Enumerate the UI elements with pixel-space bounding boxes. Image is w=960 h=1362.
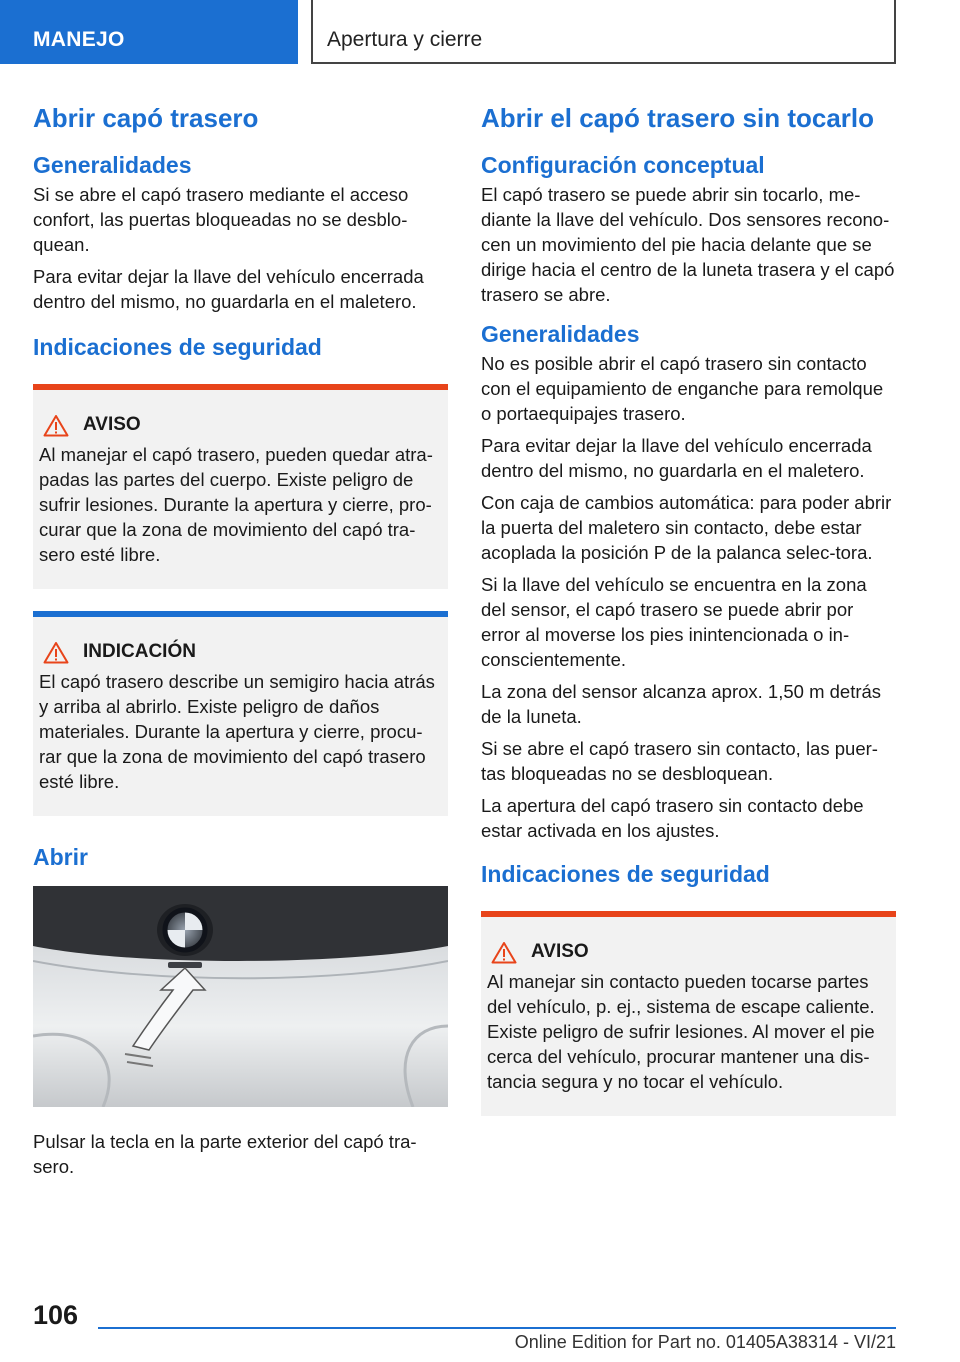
left-title: Abrir capó trasero: [33, 103, 259, 133]
right-title: Abrir el capó trasero sin tocarlo: [481, 103, 875, 133]
right-general-paragraph: Si la llave del vehículo se encuentra en la zona del sensor, el capó trasero se puede abrir por error al moverse los pies inintencionada o in-conscientemente.: [481, 574, 867, 670]
left-warning-text: Al manejar el capó trasero, pueden quedar atra-padas las partes del cuerpo. Existe peligro de sufrir lesiones. Durante la apertura y cierre, pro-curar que la zona de movimiento del capó tra-sero esté libre.: [39, 444, 433, 565]
left-general-heading: Generalidades: [33, 152, 192, 178]
left-general-paragraph-1: Si se abre el capó trasero mediante el acceso confort, las puertas bloqueadas no se desblo-quean.: [33, 184, 409, 255]
left-warning-label: AVISO: [83, 414, 141, 435]
left-safety-heading: Indicaciones de seguridad: [33, 334, 322, 360]
right-general-paragraph: Si se abre el capó trasero sin contacto, las puer-tas bloqueadas no se desbloquean.: [481, 738, 878, 784]
header-section-label: MANEJO: [33, 28, 125, 51]
right-warning-label: AVISO: [531, 941, 589, 962]
right-general-heading: Generalidades: [481, 321, 640, 347]
warning-triangle-icon: [491, 941, 517, 964]
left-general-paragraph-2: Para evitar dejar la llave del vehículo encerrada dentro del mismo, no guardarla en el maletero.: [33, 266, 424, 312]
right-warning-box: [481, 911, 896, 1116]
trunk-button-photo: [33, 886, 448, 1107]
left-notice-box: [33, 611, 448, 816]
header-section-tab: [0, 0, 298, 64]
warning-triangle-icon: [43, 414, 69, 437]
right-general-paragraph: Con caja de cambios automática: para poder abrir la puerta del maletero sin contacto, debe estar acoplada la posición P de la palanca selec-tora.: [481, 492, 892, 563]
right-general-paragraph: La apertura del capó trasero sin contacto debe estar activada en los ajustes.: [481, 795, 864, 841]
right-concept-paragraph: El capó trasero se puede abrir sin tocarlo, me-diante la llave del vehículo. Dos sensores recono-cen un movimiento del pie hacia delante que se dirige hacia el centro de la luneta trasera y el capó trasero se abre.: [481, 184, 895, 305]
right-column: [481, 100, 896, 1116]
right-safety-heading: Indicaciones de seguridad: [481, 861, 770, 887]
right-warning-text: Al manejar sin contacto pueden tocarse partes del vehículo, p. ej., sistema de escape caliente. Existe peligro de sufrir lesiones. Al mover el pie cerca del vehículo, procurar mantener una dis-tancia segura y no tocar el vehículo.: [487, 971, 875, 1092]
left-notice-text: El capó trasero describe un semigiro hacia atrás y arriba al abrirlo. Existe peligro de daños materiales. Durante la apertura y cierre, procu-rar que la zona de movimiento del capó trasero esté libre.: [39, 671, 435, 792]
left-open-caption: Pulsar la tecla en la parte exterior del capó tra-sero.: [33, 1131, 417, 1177]
footer-edition: Online Edition for Part no. 01405A38314 - VI/21: [514, 1332, 896, 1352]
left-warning-box: [33, 384, 448, 589]
left-column: [33, 100, 448, 1186]
notice-triangle-icon: [43, 641, 69, 664]
left-open-heading: Abrir: [33, 844, 88, 870]
right-general-paragraph: La zona del sensor alcanza aprox. 1,50 m detrás de la luneta.: [481, 681, 882, 727]
right-general-paragraph: Para evitar dejar la llave del vehículo encerrada dentro del mismo, no guardarla en el maletero.: [481, 435, 872, 481]
right-concept-heading: Configuración conceptual: [481, 152, 765, 178]
page-number: 106: [33, 1300, 79, 1330]
header-chapter-label: Apertura y cierre: [327, 28, 483, 51]
header-chapter-box: [311, 0, 896, 64]
left-notice-label: INDICACIÓN: [83, 641, 196, 662]
footer-divider: [98, 1327, 896, 1329]
right-general-paragraph: No es posible abrir el capó trasero sin contacto con el equipamiento de enganche para remolque o portaequipajes trasero.: [481, 353, 884, 424]
